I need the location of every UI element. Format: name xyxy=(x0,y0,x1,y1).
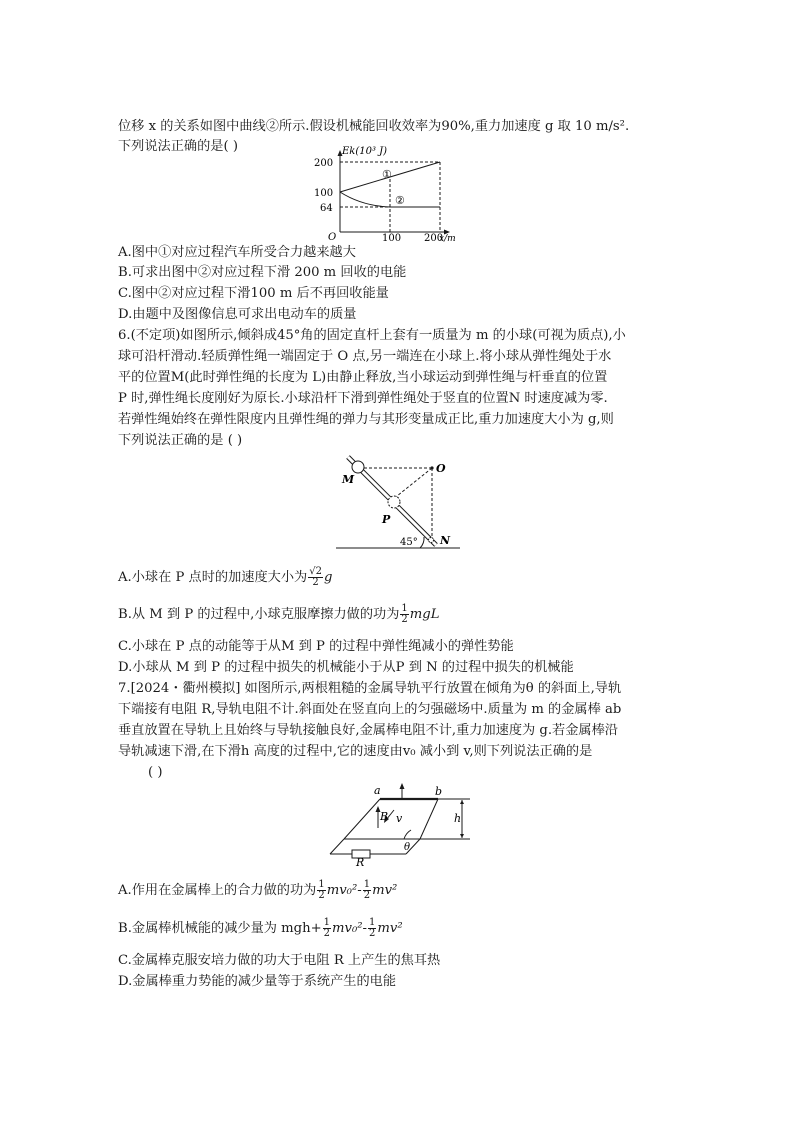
label-h: h xyxy=(454,812,462,825)
fraction-one-half xyxy=(363,880,371,901)
q6-option-a-unit: g xyxy=(323,570,333,585)
q5-stem-line-2: 下列说法正确的是( ) xyxy=(118,139,238,154)
label-O: O xyxy=(436,462,446,475)
q6-option-c: C.小球在 P 点的动能等于从M 到 P 的过程中弹性绳减小的弹性势能 xyxy=(118,639,514,654)
rail-left-upper xyxy=(344,799,380,839)
q5-option-d: D.由题中及图像信息可求出电动车的质量 xyxy=(118,307,357,322)
x-axis-label: x/m xyxy=(439,234,456,244)
q7-option-b-text: B.金属棒机械能的减少量为 mgh+ xyxy=(118,921,322,936)
fraction-numerator: 1 xyxy=(323,917,331,928)
q6-option-b xyxy=(118,604,678,625)
angle-label: 45° xyxy=(400,537,418,548)
y-axis-label: Ek(10³ J) xyxy=(342,146,388,157)
q7-option-b-term2: mv² xyxy=(377,921,403,936)
ball-at-N xyxy=(429,538,434,543)
theta-arc xyxy=(404,830,411,839)
q6-rod-elastic-cord-figure xyxy=(336,452,466,554)
label-v: v xyxy=(396,812,403,825)
q7-stem-line-4: 导轨减速下滑,在下滑h 高度的过程中,它的速度由v₀ 减小到 v,则下列说法正确的是 xyxy=(118,744,593,759)
q5-ek-x-graph xyxy=(312,144,456,244)
fraction-denominator: 2 xyxy=(323,928,331,939)
q7-stem-line-5: ( ) xyxy=(148,765,163,780)
ball-at-P xyxy=(388,496,400,508)
q7-stem-line-2: 下端接有电阻 R,导轨电阻不计.斜面处在竖直向上的匀强磁场中.质量为 m 的金属棒 ab xyxy=(118,702,622,717)
q6-stem-line-1: 6.(不定项)如图所示,倾斜成45°角的固定直杆上套有一质量为 m 的小球(可视为质点),小 xyxy=(118,328,626,343)
q6-option-a-text: A.小球在 P 点时的加速度大小为 xyxy=(118,570,308,585)
q6-stem-line-5: 若弹性绳始终在弹性限度内且弹性绳的弹力与其形变量成正比,重力加速度大小为 g,则 xyxy=(118,412,614,427)
label-N: N xyxy=(440,534,451,547)
fraction-denominator: 2 xyxy=(312,577,319,588)
q7-option-a xyxy=(118,880,678,901)
curve-1-label: ① xyxy=(382,168,392,181)
q7-incline-rail-figure xyxy=(322,784,472,868)
label-P: P xyxy=(382,513,391,526)
curve-2-label: ② xyxy=(395,194,405,207)
label-B: B xyxy=(380,810,389,823)
q5-option-c: C.图中②对应过程下滑100 m 后不再回收能量 xyxy=(118,286,389,301)
q7-option-b xyxy=(118,918,678,939)
q5-stem-line-1: 位移 x 的关系如图中曲线②所示.假设机械能回收效率为90%,重力加速度 g 取 10 m/s². xyxy=(118,119,630,134)
q5-option-b: B.可求出图中②对应过程下滑 200 m 回收的电能 xyxy=(118,265,407,280)
fraction-one-half xyxy=(323,918,331,939)
label-b: b xyxy=(435,785,443,798)
fraction-one-half xyxy=(317,880,325,901)
fraction-denominator: 2 xyxy=(369,928,376,939)
fraction-sqrt2-over-2 xyxy=(308,567,323,588)
label-theta: θ xyxy=(404,842,411,853)
field-arrowhead-1 xyxy=(400,783,405,789)
fraction-numerator: 1 xyxy=(401,603,408,614)
h-arrowhead-top xyxy=(460,800,464,804)
fraction-numerator: 1 xyxy=(318,879,325,890)
h-arrowhead-bottom xyxy=(460,834,464,838)
q7-stem-line-3: 垂直放置在导轨上且始终与导轨接触良好,金属棒电阻不计,重力加速度为 g.若金属棒沿 xyxy=(118,723,618,738)
q6-option-a xyxy=(118,567,678,588)
q6-stem-line-3: 平的位置M(此时弹性绳的长度为 L)由静止释放,当小球运动到弹性绳与杆垂直的位置 xyxy=(118,370,608,385)
rail-right-upper xyxy=(420,799,438,839)
fraction-denominator: 2 xyxy=(318,890,325,901)
fraction-denominator: 2 xyxy=(363,890,371,901)
q7-option-a-term2: mv² xyxy=(372,883,398,898)
fraction-numerator: 1 xyxy=(369,917,376,928)
q6-stem-line-2: 球可沿杆滑动.轻质弹性绳一端固定于 O 点,另一端连在小球上.将小球从弹性绳处于水 xyxy=(118,349,612,364)
point-O xyxy=(430,466,433,469)
y-tick-200: 200 xyxy=(314,158,334,169)
q7-option-a-term1: mv₀²- xyxy=(326,883,362,898)
y-tick-64: 64 xyxy=(320,203,333,214)
x-tick-200: 200 xyxy=(424,233,444,244)
x-tick-100: 100 xyxy=(382,233,402,244)
origin-label: O xyxy=(328,232,337,243)
ball-at-M xyxy=(352,461,364,473)
q5-option-a: A.图中①对应过程汽车所受合力越来越大 xyxy=(118,245,356,260)
q6-option-d: D.小球从 M 到 P 的过程中损失的机械能小于从P 到 N 的过程中损失的机械能 xyxy=(118,660,574,675)
angle-arc xyxy=(420,537,424,548)
y-tick-100: 100 xyxy=(314,188,334,199)
q7-option-d: D.金属棒重力势能的减少量等于系统产生的电能 xyxy=(118,974,397,989)
q7-option-a-text: A.作用在金属棒上的合力做的功为 xyxy=(118,883,317,898)
q7-stem-line-1: 7.[2024・衢州模拟] 如图所示,两根粗糙的金属导轨平行放置在倾角为θ 的斜面上,导轨 xyxy=(118,681,622,696)
fraction-one-half xyxy=(368,918,376,939)
q6-option-b-text: B.从 M 到 P 的过程中,小球克服摩擦力做的功为 xyxy=(118,607,400,622)
q6-option-b-expression: mgL xyxy=(409,607,440,622)
fraction-numerator: 1 xyxy=(363,879,371,890)
label-a: a xyxy=(374,784,381,797)
fraction-numerator: √2 xyxy=(309,566,322,577)
q7-option-b-term1: mv₀²- xyxy=(332,921,367,936)
cord-at-P xyxy=(392,468,432,500)
fraction-one-half xyxy=(400,604,408,625)
fraction-denominator: 2 xyxy=(401,614,408,625)
label-R: R xyxy=(356,856,365,869)
label-M: M xyxy=(342,473,355,486)
rail-left-lower xyxy=(330,839,344,854)
q6-stem-line-4: P 时,弹性绳长度刚好为原长.小球沿杆下滑到弹性绳处于竖直的位置N 时速度减为零. xyxy=(118,391,608,406)
q7-option-c: C.金属棒克服安培力做的功大于电阻 R 上产生的焦耳热 xyxy=(118,953,441,968)
q6-stem-line-6: 下列说法正确的是 ( ) xyxy=(118,433,243,448)
